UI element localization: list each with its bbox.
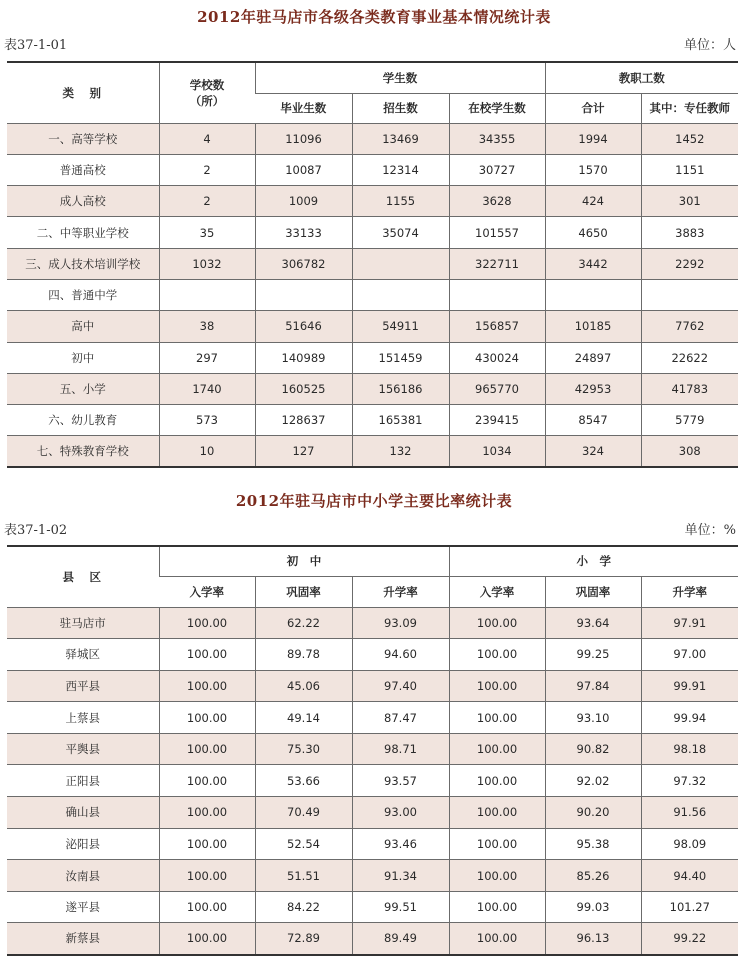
row-label: 六、幼儿教育 <box>7 405 159 436</box>
table-cell: 10185 <box>545 311 641 342</box>
table-cell: 97.84 <box>545 670 641 702</box>
row-label: 成人高校 <box>7 186 159 217</box>
row-label: 汝南县 <box>7 860 159 892</box>
table-cell: 41783 <box>641 373 738 404</box>
header-primary-entry: 入学率 <box>449 576 545 607</box>
header-junior-promotion: 升学率 <box>352 576 449 607</box>
table-cell: 1009 <box>255 186 352 217</box>
table-row <box>7 765 738 797</box>
table-row <box>7 702 738 734</box>
table-cell: 430024 <box>449 342 545 373</box>
table-row <box>7 923 738 955</box>
table-cell: 100.00 <box>449 891 545 923</box>
table-cell: 140989 <box>255 342 352 373</box>
table-row <box>7 311 738 342</box>
table-cell: 156857 <box>449 311 545 342</box>
table-cell: 100.00 <box>159 797 255 829</box>
table-cell: 100.00 <box>449 828 545 860</box>
table-cell: 70.49 <box>255 797 352 829</box>
table-cell: 160525 <box>255 373 352 404</box>
header-staff-total: 合计 <box>545 93 641 123</box>
table1-code: 表37-1-01 <box>4 38 68 53</box>
table-cell: 324 <box>545 436 641 467</box>
table-cell: 101557 <box>449 217 545 248</box>
table-cell: 85.26 <box>545 860 641 892</box>
table-cell: 1155 <box>352 186 449 217</box>
table-cell: 93.46 <box>352 828 449 860</box>
table-cell: 4 <box>159 123 255 154</box>
table-cell: 151459 <box>352 342 449 373</box>
table-cell: 1994 <box>545 123 641 154</box>
table-cell: 30727 <box>449 154 545 185</box>
table-cell: 100.00 <box>449 607 545 639</box>
row-label: 驿城区 <box>7 639 159 671</box>
header-primary-retention: 巩固率 <box>545 576 641 607</box>
table-cell: 89.49 <box>352 923 449 955</box>
table-cell: 965770 <box>449 373 545 404</box>
table-cell <box>352 279 449 310</box>
table-cell: 2 <box>159 154 255 185</box>
table-cell: 1151 <box>641 154 738 185</box>
table1-body <box>7 123 738 467</box>
table-cell: 4650 <box>545 217 641 248</box>
table-row <box>7 860 738 892</box>
table-cell: 165381 <box>352 405 449 436</box>
row-label: 西平县 <box>7 670 159 702</box>
table-cell: 87.47 <box>352 702 449 734</box>
row-label: 确山县 <box>7 797 159 829</box>
table-cell: 1032 <box>159 248 255 279</box>
table-cell: 42953 <box>545 373 641 404</box>
table-cell: 7762 <box>641 311 738 342</box>
header-students: 学生数 <box>255 62 545 93</box>
table-cell: 97.91 <box>641 607 738 639</box>
header-junior-entry: 入学率 <box>159 576 255 607</box>
table-row <box>7 217 738 248</box>
table-row <box>7 154 738 185</box>
table-cell: 95.38 <box>545 828 641 860</box>
table-cell: 35074 <box>352 217 449 248</box>
row-label: 平舆县 <box>7 733 159 765</box>
table-cell: 100.00 <box>449 765 545 797</box>
table-cell: 100.00 <box>449 923 545 955</box>
table-cell: 301 <box>641 186 738 217</box>
header-county: 县 区 <box>7 546 159 607</box>
row-label: 正阳县 <box>7 765 159 797</box>
table-cell <box>449 279 545 310</box>
table-row <box>7 405 738 436</box>
table-cell: 12314 <box>352 154 449 185</box>
header-category: 类 别 <box>7 62 159 123</box>
table-cell: 3628 <box>449 186 545 217</box>
table-cell: 2292 <box>641 248 738 279</box>
row-label: 三、成人技术培训学校 <box>7 248 159 279</box>
table-row <box>7 373 738 404</box>
table-cell: 51.51 <box>255 860 352 892</box>
table-cell: 13469 <box>352 123 449 154</box>
header-junior-retention: 巩固率 <box>255 576 352 607</box>
table-cell: 54911 <box>352 311 449 342</box>
table-cell: 38 <box>159 311 255 342</box>
table-cell: 424 <box>545 186 641 217</box>
table-row <box>7 891 738 923</box>
row-label: 泌阳县 <box>7 828 159 860</box>
table-cell: 33133 <box>255 217 352 248</box>
table-cell: 51646 <box>255 311 352 342</box>
table-cell: 97.40 <box>352 670 449 702</box>
row-label: 二、中等职业学校 <box>7 217 159 248</box>
table-cell: 99.91 <box>641 670 738 702</box>
table-cell: 100.00 <box>159 702 255 734</box>
table-cell: 100.00 <box>449 670 545 702</box>
table-cell: 89.78 <box>255 639 352 671</box>
table-cell: 127 <box>255 436 352 467</box>
table-cell: 100.00 <box>449 702 545 734</box>
school-rates-table <box>7 545 738 956</box>
table-cell: 322711 <box>449 248 545 279</box>
row-label: 新蔡县 <box>7 923 159 955</box>
table-cell: 100.00 <box>449 860 545 892</box>
table-cell: 100.00 <box>159 765 255 797</box>
table-row <box>7 279 738 310</box>
table-row <box>7 186 738 217</box>
table-cell: 100.00 <box>159 828 255 860</box>
table-cell <box>159 279 255 310</box>
table-cell: 91.56 <box>641 797 738 829</box>
table-cell: 98.18 <box>641 733 738 765</box>
table-cell: 99.51 <box>352 891 449 923</box>
row-label: 高中 <box>7 311 159 342</box>
education-basic-table <box>7 61 738 468</box>
row-label: 一、高等学校 <box>7 123 159 154</box>
table-cell: 90.20 <box>545 797 641 829</box>
table-cell: 35 <box>159 217 255 248</box>
table-cell: 100.00 <box>159 670 255 702</box>
header-junior: 初 中 <box>159 546 449 576</box>
header-teachers: 其中：专任教师 <box>641 93 738 123</box>
table-cell: 98.71 <box>352 733 449 765</box>
table-cell: 100.00 <box>449 639 545 671</box>
table-cell <box>352 248 449 279</box>
header-graduates: 毕业生数 <box>255 93 352 123</box>
table-cell: 156186 <box>352 373 449 404</box>
table-cell: 239415 <box>449 405 545 436</box>
table-cell: 49.14 <box>255 702 352 734</box>
row-label: 五、小学 <box>7 373 159 404</box>
table-cell: 100.00 <box>159 607 255 639</box>
table-cell: 62.22 <box>255 607 352 639</box>
table-cell: 93.00 <box>352 797 449 829</box>
table2-code: 表37-1-02 <box>4 523 68 538</box>
table-row <box>7 123 738 154</box>
table-cell: 34355 <box>449 123 545 154</box>
row-label: 初中 <box>7 342 159 373</box>
table-cell: 94.60 <box>352 639 449 671</box>
table1-title: 2012年驻马店市各级各类教育事业基本情况统计表 <box>197 8 551 26</box>
table-cell: 11096 <box>255 123 352 154</box>
table-cell <box>255 279 352 310</box>
table-cell: 98.09 <box>641 828 738 860</box>
table-cell: 308 <box>641 436 738 467</box>
table-cell: 8547 <box>545 405 641 436</box>
table-cell: 91.34 <box>352 860 449 892</box>
table-cell: 573 <box>159 405 255 436</box>
table-cell: 99.03 <box>545 891 641 923</box>
header-schools: 学校数（所） <box>159 62 255 123</box>
table-row <box>7 248 738 279</box>
table-cell: 52.54 <box>255 828 352 860</box>
table-row <box>7 670 738 702</box>
header-primary: 小 学 <box>449 546 738 576</box>
header-staff: 教职工数 <box>545 62 738 93</box>
table-cell: 128637 <box>255 405 352 436</box>
table-cell: 1740 <box>159 373 255 404</box>
table-cell: 99.94 <box>641 702 738 734</box>
table-cell: 93.64 <box>545 607 641 639</box>
table-cell: 1452 <box>641 123 738 154</box>
table-cell: 306782 <box>255 248 352 279</box>
table-row <box>7 607 738 639</box>
table-cell: 22622 <box>641 342 738 373</box>
table-cell: 99.25 <box>545 639 641 671</box>
table-row <box>7 733 738 765</box>
table-cell: 3883 <box>641 217 738 248</box>
table-cell: 100.00 <box>159 891 255 923</box>
table2-body <box>7 607 738 955</box>
table-cell: 93.10 <box>545 702 641 734</box>
row-label: 上蔡县 <box>7 702 159 734</box>
table-cell: 101.27 <box>641 891 738 923</box>
table-cell: 100.00 <box>159 639 255 671</box>
row-label: 驻马店市 <box>7 607 159 639</box>
table-cell: 72.89 <box>255 923 352 955</box>
header-in-school: 在校学生数 <box>449 93 545 123</box>
header-primary-promotion: 升学率 <box>641 576 738 607</box>
table-cell: 100.00 <box>449 797 545 829</box>
table-cell: 100.00 <box>449 733 545 765</box>
table-cell: 92.02 <box>545 765 641 797</box>
table-cell: 1034 <box>449 436 545 467</box>
table-cell: 84.22 <box>255 891 352 923</box>
table-row <box>7 436 738 467</box>
table-cell: 10 <box>159 436 255 467</box>
header-enrolled: 招生数 <box>352 93 449 123</box>
table-row <box>7 828 738 860</box>
table-cell <box>641 279 738 310</box>
table-cell: 97.32 <box>641 765 738 797</box>
table1-unit: 单位：人 <box>683 38 736 53</box>
row-label: 遂平县 <box>7 891 159 923</box>
table-cell: 94.40 <box>641 860 738 892</box>
table-cell: 24897 <box>545 342 641 373</box>
table-cell: 1570 <box>545 154 641 185</box>
row-label: 普通高校 <box>7 154 159 185</box>
table-cell: 97.00 <box>641 639 738 671</box>
table-cell: 297 <box>159 342 255 373</box>
table-cell: 53.66 <box>255 765 352 797</box>
table-cell: 100.00 <box>159 733 255 765</box>
table-cell: 99.22 <box>641 923 738 955</box>
table-cell: 132 <box>352 436 449 467</box>
table-cell: 2 <box>159 186 255 217</box>
table-cell: 93.57 <box>352 765 449 797</box>
table-cell: 75.30 <box>255 733 352 765</box>
table-cell: 96.13 <box>545 923 641 955</box>
table-cell: 5779 <box>641 405 738 436</box>
table-cell: 93.09 <box>352 607 449 639</box>
table-cell: 3442 <box>545 248 641 279</box>
row-label: 七、特殊教育学校 <box>7 436 159 467</box>
table-cell: 100.00 <box>159 860 255 892</box>
table-cell: 100.00 <box>159 923 255 955</box>
table2-unit: 单位：% <box>684 523 736 538</box>
table-row <box>7 639 738 671</box>
table-row <box>7 797 738 829</box>
table-cell: 45.06 <box>255 670 352 702</box>
table-row <box>7 342 738 373</box>
row-label: 四、普通中学 <box>7 279 159 310</box>
table2-title: 2012年驻马店市中小学主要比率统计表 <box>235 492 513 510</box>
table-cell <box>545 279 641 310</box>
table-cell: 10087 <box>255 154 352 185</box>
table-cell: 90.82 <box>545 733 641 765</box>
